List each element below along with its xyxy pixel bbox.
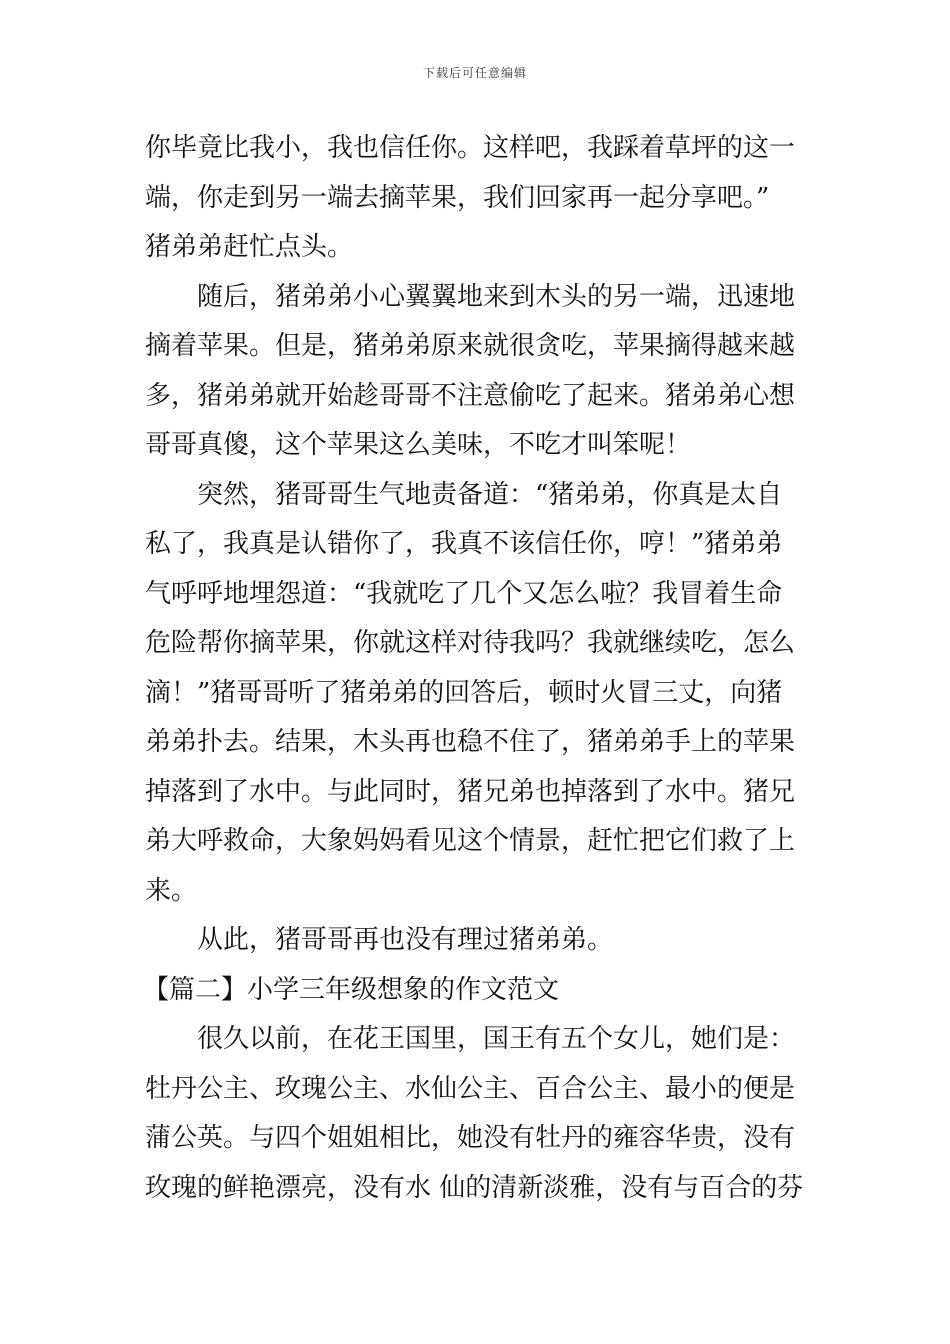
text-line: 弟大呼救命，大象妈妈看见这个情景，赶忙把它们救了上 — [145, 826, 796, 856]
text-line: 危险帮你摘苹果，你就这样对待我吗？我就继续吃，怎么 — [145, 628, 796, 658]
section-heading: 【篇二】小学三年级想象的作文范文 — [143, 974, 560, 1005]
text-line: 私了，我真是认错你了，我真不该信任你，哼！”猪弟弟 — [145, 529, 783, 559]
essay-body — [145, 124, 810, 1213]
paragraph-start-line: 突然，猪哥哥生气地责备道：“猪弟弟，你真是太自 — [197, 479, 783, 510]
text-line: 玫瑰的鲜艳漂亮，没有水 仙的清新淡雅，没有与百合的芬 — [145, 1172, 804, 1203]
text-line: 你毕竟比我小，我也信任你。这样吧，我踩着草坪的这一 — [145, 133, 796, 163]
text-line: 掉落到了水中。与此同时，猪兄弟也掉落到了水中。猪兄 — [145, 776, 796, 807]
text-line: 端，你走到另一端去摘苹果，我们回家再一起分享吧。” — [145, 182, 770, 213]
text-line: 多，猪弟弟就开始趁哥哥不注意偷吃了起来。猪弟弟心想 — [145, 380, 796, 411]
paragraph-start-line: 很久以前，在花王国里，国王有五个女儿，她们是： — [197, 1024, 796, 1054]
text-line: 来。 — [145, 875, 198, 906]
paragraph-start-line: 随后，猪弟弟小心翼翼地来到木头的另一端，迅速地 — [197, 281, 796, 312]
text-line: 气呼呼地埋怨道：“我就吃了几个又怎么啦？我冒着生命 — [145, 578, 783, 609]
text-line: 牡丹公主、玫瑰公主、水仙公主、百合公主、最小的便是 — [145, 1073, 796, 1104]
text-line: 哥哥真傻，这个苹果这么美味，不吃才叫笨呢！ — [145, 430, 692, 460]
text-line: 弟弟扑去。结果，木头再也稳不住了，猪弟弟手上的苹果 — [145, 727, 796, 757]
text-line: 滴！”猪哥哥听了猪弟弟的回答后，顿时火冒三丈，向猪 — [145, 677, 783, 708]
page-header: 下载后可任意编辑 — [422, 66, 527, 80]
paragraph-start-line: 从此，猪哥哥再也没有理过猪弟弟。 — [197, 925, 614, 955]
text-line: 猪弟弟赶忙点头。 — [145, 232, 354, 262]
text-line: 蒲公英。与四个姐姐相比，她没有牡丹的雍容华贵，没有 — [145, 1123, 796, 1153]
text-line: 摘着苹果。但是，猪弟弟原来就很贪吃，苹果摘得越来越 — [145, 331, 796, 361]
